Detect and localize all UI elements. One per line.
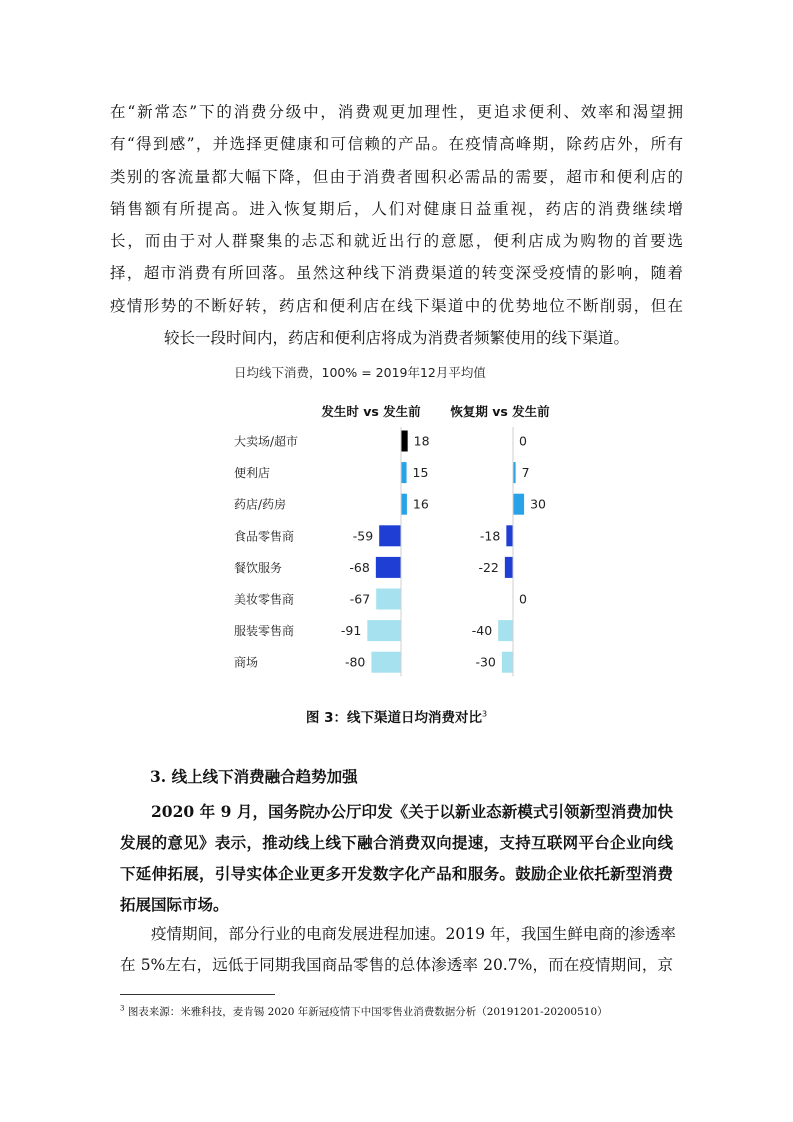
series-header: 发生时 vs 发生前	[321, 404, 421, 419]
paragraph-line: 发展的意见》表示，推动线上线下融合消费双向提速，支持互联网平台企业向线	[120, 833, 673, 852]
paragraph-line: 较长一段时间内，药店和便利店将成为消费者频繁使用的线下渠道。	[163, 329, 629, 348]
value-label: -18	[479, 528, 501, 544]
value-label: -22	[478, 559, 499, 575]
figure-caption-text: 图 3：线下渠道日均消费对比	[305, 710, 482, 726]
paragraph-line: 在“新常态”下的消费分级中，消费观更加理性，更追求便利、效率和渴望拥	[110, 103, 683, 121]
value-label: -91	[340, 623, 362, 639]
bar	[505, 557, 513, 578]
category-label: 大卖场/超市	[234, 434, 299, 449]
bar	[498, 620, 513, 641]
value-label: 18	[413, 433, 430, 449]
value-label: 7	[521, 465, 530, 481]
paragraph-line: 类别的客流量都大幅下降，但由于消费者囤积必需品的需要，超市和便利店的	[110, 167, 683, 186]
category-label: 便利店	[234, 466, 271, 481]
paragraph-line: 销售额有所提高。进入恢复期后，人们对健康日益重视，药店的消费继续增	[110, 199, 683, 218]
bar	[513, 494, 524, 515]
category-label: 美妆零售商	[234, 592, 295, 607]
ecommerce-paragraph	[120, 919, 676, 981]
paragraph-line: 疫情形势的不断好转，药店和便利店在线下渠道中的优势地位不断削弱，但在	[110, 296, 683, 315]
value-label: -80	[344, 654, 366, 670]
section-heading: 3. 线上线下消费融合趋势加强	[150, 767, 358, 786]
paragraph-line: 下延伸拓展，引导实体企业更多开发数字化产品和服务。鼓励企业依托新型消费	[120, 864, 673, 883]
paragraph-line: 2020 年 9 月，国务院办公厅印发《关于以新业态新模式引领新型消费加快	[151, 802, 673, 821]
value-label: 30	[530, 496, 547, 512]
value-label: -67	[349, 591, 371, 607]
series-header: 恢复期 vs 发生前	[450, 404, 550, 419]
policy-paragraph	[120, 796, 673, 920]
category-label: 餐饮服务	[234, 560, 283, 575]
paragraph-line: 疫情期间，部分行业的电商发展进程加速。2019 年，我国生鲜电商的渗透率	[151, 925, 676, 943]
bar	[506, 525, 513, 546]
value-label: -68	[349, 559, 370, 575]
paragraph-line: 择，超市消费有所回落。虽然这种线下消费渠道的转变深受疫情的影响，随着	[110, 264, 683, 283]
bar	[502, 652, 513, 673]
bar	[367, 620, 401, 641]
footnote	[120, 1004, 608, 1019]
paragraph-line: 拓展国际市场。	[120, 895, 229, 914]
footnote-mark: 3	[120, 1004, 125, 1013]
bar	[371, 652, 401, 673]
value-label: 0	[519, 433, 527, 449]
footnote-text: 图表来源：米雅科技，麦肯锡 2020 年新冠疫情下中国零售业消费数据分析（20191201-20200510）	[127, 1006, 608, 1018]
bar	[401, 462, 407, 483]
category-label: 药店/药房	[234, 497, 287, 512]
value-label: -40	[471, 623, 493, 639]
bar	[401, 494, 407, 515]
value-label: -59	[352, 528, 374, 544]
chart-title: 日均线下消费，100% = 2019年12月平均值	[234, 365, 486, 380]
value-label: 0	[519, 591, 527, 607]
bar	[401, 431, 408, 452]
footnote-ref: 3	[482, 709, 488, 719]
paragraph-line: 有“得到感”，并选择更健康和可信赖的产品。在疫情高峰期，除药店外，所有	[110, 135, 683, 154]
bar	[376, 589, 401, 610]
value-label: 15	[412, 465, 429, 481]
bar	[379, 525, 401, 546]
figure-caption	[0, 706, 793, 726]
category-label: 服装零售商	[234, 624, 295, 639]
paragraph-line: 长，而由于对人群聚集的忐忑和就近出行的意愿，便利店成为购物的首要选	[110, 232, 683, 251]
category-label: 商场	[234, 655, 259, 670]
bar	[376, 557, 401, 578]
category-label: 食品零售商	[234, 529, 295, 544]
value-label: -30	[475, 654, 496, 670]
footnote-divider	[120, 994, 275, 995]
paragraph-line: 在 5%左右，远低于同期我国商品零售的总体渗透率 20.7%，而在疫情期间，京	[120, 956, 673, 974]
value-label: 16	[412, 496, 429, 512]
